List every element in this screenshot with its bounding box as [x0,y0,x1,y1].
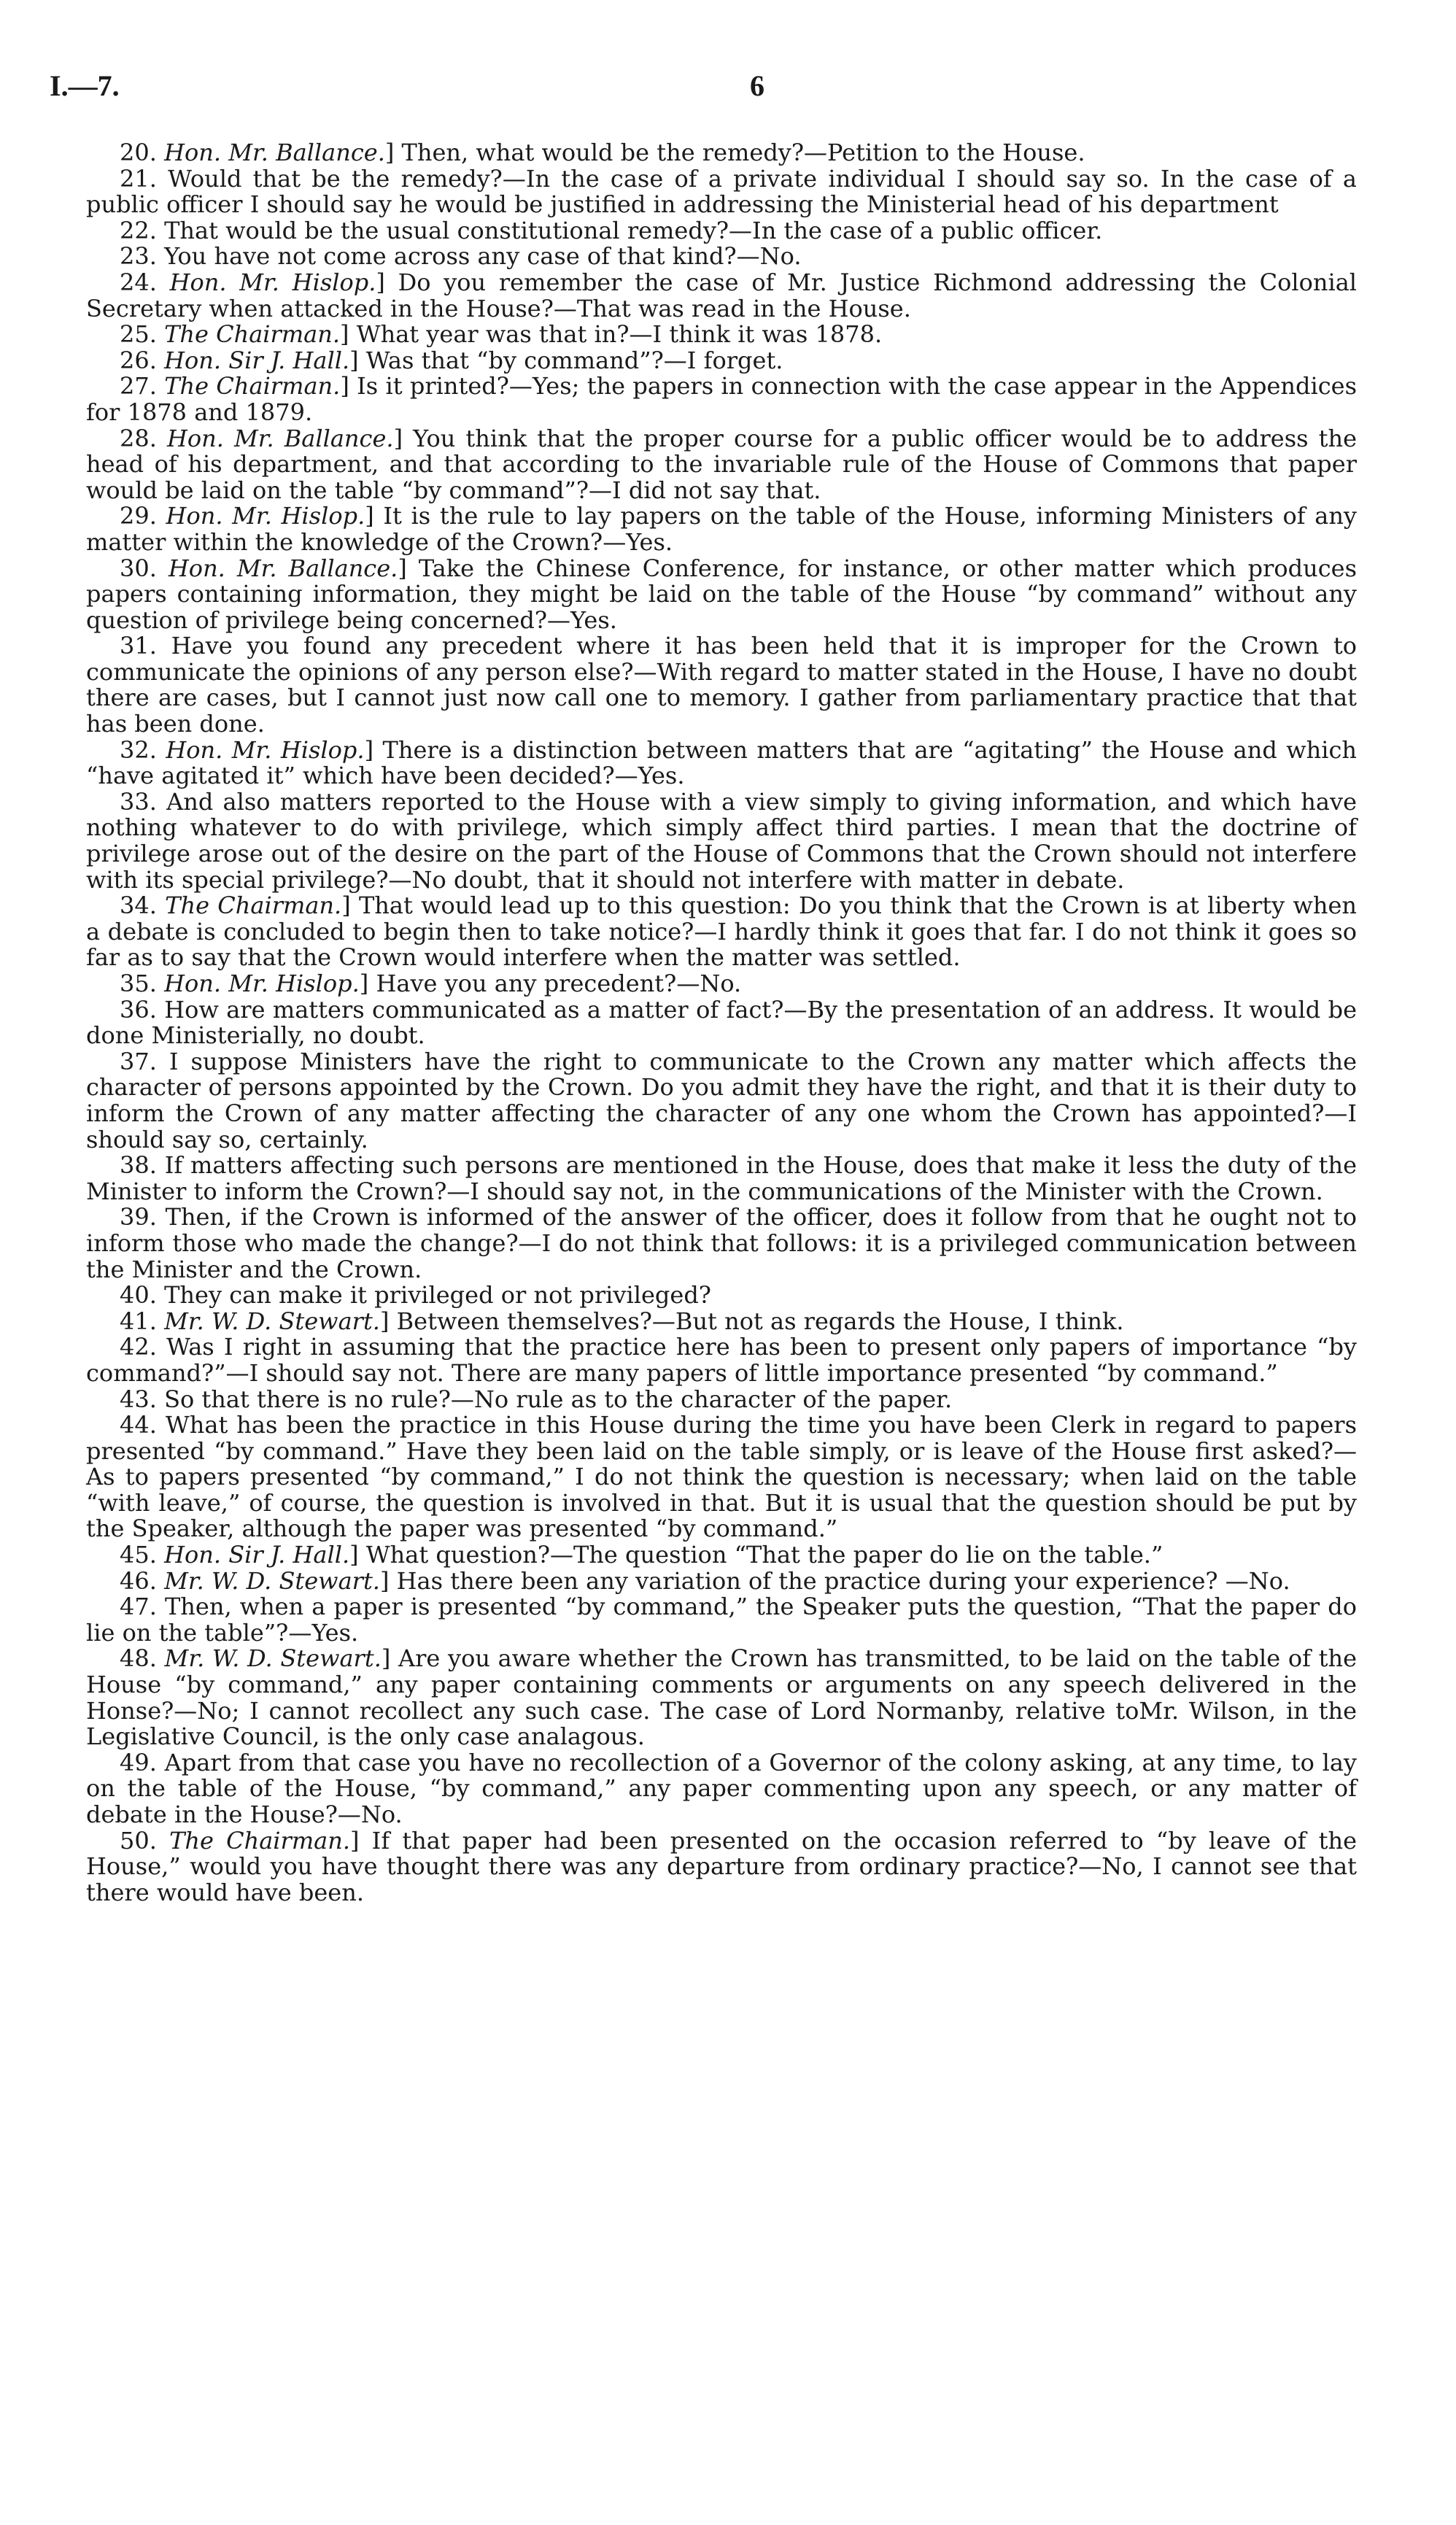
question-text: ] That would lead up to this question: Do you think that the Crown is at liberty when a debate is concluded to begin then to take notice?—I hardly think it goes that far. I do not think it goes so far as to say that the Crown would interfere when the matter was settled. [86,892,1358,972]
speaker-name: The Chairman. [164,372,341,401]
evidence-paragraph [86,735,1358,790]
evidence-paragraph [86,140,1357,166]
question-number: 49. [120,1748,157,1776]
evidence-paragraph [86,1153,1357,1205]
question-text: ] Has there been any variation of the practice during your experience? —No. [379,1566,1290,1595]
page-reference: I.—7. [50,69,120,102]
speaker-name: The Chairman. [164,320,341,349]
question-text: They can make it privileged or not privileged? [164,1281,711,1310]
speaker-name: The Chairman. [169,1826,351,1855]
question-text: Was I right in assuming that the practice here has been to present only papers of importance “by command?”—I should say not. There are many papers of little importance presented “by command.” [86,1333,1358,1387]
question-number: 47. [120,1593,157,1621]
evidence-paragraph [86,1828,1357,1906]
question-number: 42. [120,1333,157,1361]
minutes-of-evidence [86,140,1357,1906]
evidence-paragraph [86,1283,1357,1309]
question-text: ] What year was that in?—I think it was 1878. [340,320,883,349]
speaker-name: The Chairman. [165,892,342,920]
page-number: 6 [750,69,764,102]
evidence-paragraph [86,1646,1357,1749]
speaker-name: Hon. Mr. Hislop. [166,502,365,530]
speaker-name: Hon. Mr. Hislop. [169,268,376,296]
question-text: ] Have you any precedent?—No. [359,970,742,997]
question-number: 45. [120,1541,157,1569]
question-number: 20. [120,139,157,166]
question-text: ] What question?—The question “That the paper do lie on the table.” [349,1541,1163,1569]
question-number: 22. [120,216,157,244]
question-number: 25. [120,320,157,349]
question-number: 41. [120,1307,157,1335]
question-text: If matters affecting such persons are mentioned in the House, does that make it less the duty of the Minister to inform the Crown?—I should say not, in the communications of the Minister with the Crown. [86,1151,1358,1205]
question-number: 37. [120,1047,157,1075]
evidence-paragraph [86,348,1357,374]
question-number: 28. [120,424,157,452]
evidence-paragraph [86,1412,1357,1542]
page-header [50,69,1406,112]
question-text: ] Then, what would be the remedy?—Petition to the House. [384,139,1085,166]
question-text: Apart from that case you have no recollection of a Governor of the colony asking, at any time, to lay on the table of the House, “by command,” any paper commenting upon any speech, or any matter of debate in the House?—No. [86,1748,1358,1828]
evidence-paragraph [86,503,1357,555]
evidence-paragraph [86,633,1357,737]
speaker-name: Hon. Mr. Ballance. [164,139,385,166]
speaker-name: Hon. Mr. Ballance. [166,424,394,452]
evidence-paragraph [86,322,1357,348]
evidence-paragraph [86,426,1357,504]
question-text: So that there is no rule?—No rule as to the character of the paper. [164,1385,953,1413]
question-number: 36. [120,995,157,1024]
speaker-name: Hon. Mr. Ballance. [168,554,398,582]
question-text: ] It is the rule to lay papers on the table of the House, informing Ministers of any matter within the knowledge of the Crown?—Yes. [86,502,1358,556]
question-number: 35. [120,970,157,997]
question-number: 43. [120,1385,157,1413]
evidence-paragraph [86,556,1357,634]
question-number: 48. [120,1644,157,1673]
evidence-paragraph [86,374,1357,425]
question-text: I suppose Ministers have the right to communicate to the Crown any matter which affects the character of persons appointed by the Crown. Do you admit they have the right, and that it is their duty to inform the Crown of any matter affecting the character of any one whom the Crown has appointed?—I should say so, certainly. [86,1047,1358,1153]
evidence-paragraph [86,1309,1357,1335]
question-text: ] Are you aware whether the Crown has transmitted, to be laid on the table of the House “by command,” any paper containing comments or arguments on any speech delivered in the Honse?—No; I cannot recollect any such case. The case of Lord Normanby, relative toMr. Wilson, in the Legislative Council, is the only case analagous. [86,1644,1358,1751]
question-text: And also matters reported to the House with a view simply to giving information, and which have nothing whatever to do with privilege, which simply affect third parties. I mean that the doctrine of privilege arose out of the desire on the part of the House of Commons that the Crown should not interfere with its special privilege?—No doubt, that it should not interfere with matter in debate. [86,787,1358,894]
evidence-paragraph [86,893,1357,971]
question-number: 23. [120,242,157,271]
question-text: ] If that paper had been presented on the occasion referred to “by leave of the House,” would you have thought there was any departure from ordinary practice?—No, I cannot see that there would have been. [86,1826,1358,1906]
question-number: 46. [120,1566,157,1595]
question-text: That would be the usual constitutional remedy?—In the case of a public officer. [164,216,1103,244]
speaker-name: Mr. W. D. Stewart. [164,1307,380,1335]
question-number: 39. [120,1203,157,1231]
question-number: 26. [120,346,157,374]
question-text: What has been the practice in this House during the time you have been Clerk in regard to papers presented “by command.” Have they been laid on the table simply, or is leave of the House first asked?—As to papers presented “by command,” I do not think the question is necessary; when laid on the table “with leave,” of course, the question is involved in that. But it is usual that the question should be put by the Speaker, although the paper was presented “by command.” [86,1411,1358,1543]
evidence-paragraph [86,1049,1357,1153]
question-number: 27. [120,372,157,401]
question-number: 31. [120,632,157,660]
evidence-paragraph [86,997,1357,1049]
question-text: ] Between themselves?—But not as regards the House, I think. [379,1307,1124,1335]
question-number: 29. [120,502,157,530]
question-number: 32. [120,735,157,764]
question-number: 40. [120,1281,157,1310]
evidence-paragraph [86,1750,1357,1828]
evidence-paragraph [86,1566,1357,1595]
question-text: Would that be the remedy?—In the case of a private individual I should say so. In the case of a public officer I should say he would be justified in addressing the Ministerial head of his department [86,164,1358,219]
question-number: 30. [120,554,157,582]
speaker-name: Mr. W. D. Stewart. [164,1644,382,1673]
speaker-name: Hon. Mr. Hislop. [164,970,360,997]
evidence-paragraph [86,1334,1357,1386]
question-text: Then, if the Crown is informed of the answer of the officer, does it follow from that he ought not to inform those who made the change?—I do not think that follows: it is a privileged communication between the Minister and the Crown. [86,1203,1358,1283]
question-number: 33. [120,787,157,816]
question-number: 24. [120,268,157,296]
evidence-paragraph [86,244,1357,270]
question-text: Then, when a paper is presented “by command,” the Speaker puts the question, “That the paper do lie on the table”?—Yes. [86,1593,1358,1647]
question-text: ] You think that the proper course for a public officer would be to address the head of his department, and that according to the invariable rule of the House of Commons that paper would be laid on the table “by command”?—I did not say that. [86,424,1358,504]
question-number: 50. [120,1826,157,1855]
question-number: 21. [120,164,157,193]
evidence-paragraph [86,1594,1357,1646]
evidence-paragraph [86,1542,1357,1569]
speaker-name: Mr. W. D. Stewart. [164,1566,380,1595]
question-number: 34. [120,892,157,920]
evidence-paragraph [86,270,1357,322]
evidence-paragraph [86,1387,1357,1413]
evidence-paragraph [86,166,1357,218]
question-text: ] There is a distinction between matters that are “agitating” the House and which “have agitated it” which have been decided?—Yes. [86,735,1358,790]
question-text: ] Is it printed?—Yes; the papers in connection with the case appear in the Appendices for 1878 and 1879. [86,372,1358,426]
question-text: ] Do you remember the case of Mr. Justice Richmond addressing the Colonial Secretary when attacked in the House?—That was read in the House. [86,268,1357,322]
speaker-name: Hon. Sir J. Hall. [164,346,350,374]
evidence-paragraph [86,789,1357,893]
evidence-paragraph [86,1205,1357,1283]
question-text: You have not come across any case of that kind?—No. [164,242,802,271]
question-text: How are matters communicated as a matter of fact?—By the presentation of an address. It would be done Ministerially, no doubt. [86,995,1358,1050]
evidence-paragraph [86,218,1357,244]
speaker-name: Hon. Mr. Hislop. [166,735,365,764]
question-number: 38. [120,1151,157,1180]
evidence-paragraph [86,971,1357,997]
speaker-name: Hon. Sir J. Hall. [164,1541,350,1569]
question-number: 44. [120,1411,157,1439]
question-text: ] Take the Chinese Conference, for instance, or other matter which produces papers containing information, they might be laid on the table of the House “by command” without any question of privilege being concerned?—Yes. [86,554,1358,634]
question-text: ] Was that “by command”?—I forget. [349,346,783,374]
question-text: Have you found any precedent where it has been held that it is improper for the Crown to communicate the opinions of any person else?—With regard to matter stated in the House, I have no doubt there are cases, but I cannot just now call one to memory. I gather from parliamentary practice that that has been done. [86,632,1358,738]
